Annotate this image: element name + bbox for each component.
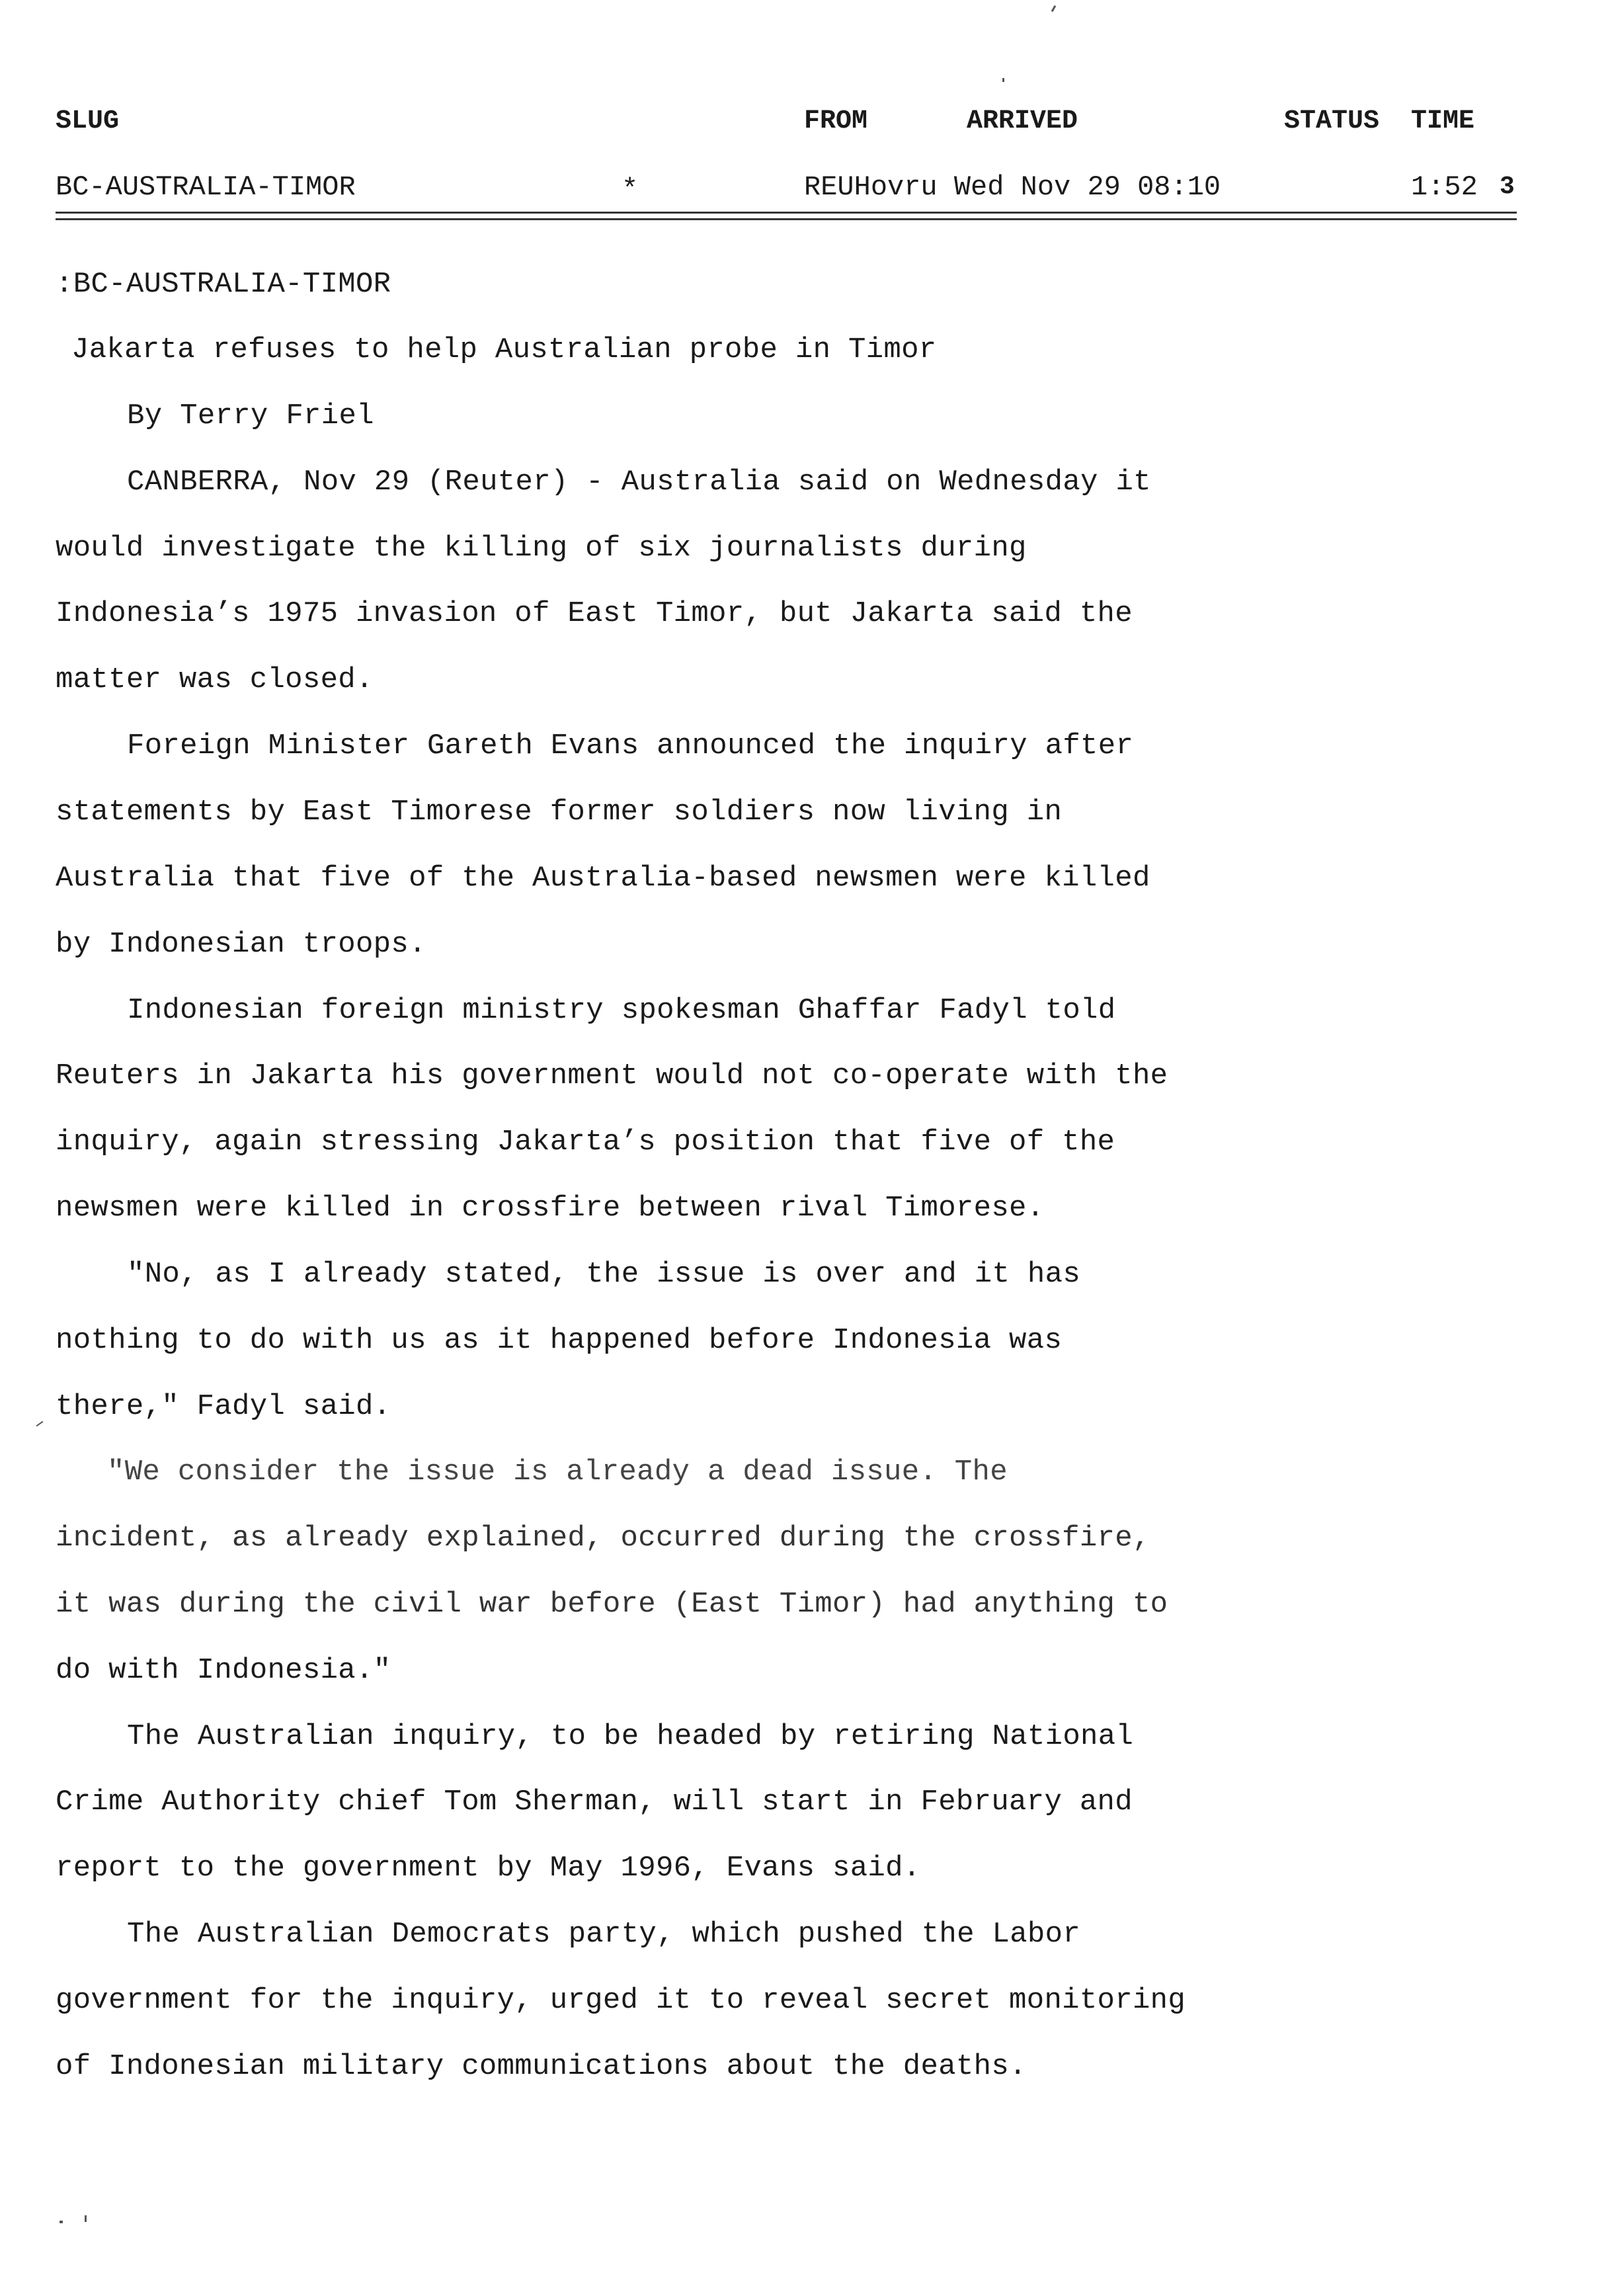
scan-speck bbox=[36, 1421, 44, 1427]
source-and-arrival: REUHovru Wed Nov 29 08:10 bbox=[804, 171, 1221, 203]
slug-column-label: SLUG bbox=[56, 106, 120, 136]
body-line: report to the government by May 1996, Evans said. bbox=[56, 1852, 921, 1885]
body-line: incident, as already explained, occurred during the crossfire, bbox=[56, 1522, 1150, 1555]
body-line: CANBERRA, Nov 29 (Reuter) - Australia said on Wednesday it bbox=[127, 466, 1151, 499]
body-line: matter was closed. bbox=[56, 663, 374, 696]
body-line: of Indonesian military communications about the deaths. bbox=[56, 2050, 1027, 2083]
body-line: Foreign Minister Gareth Evans announced the inquiry after bbox=[127, 729, 1134, 762]
status-column-label: STATUS bbox=[1284, 106, 1380, 136]
body-line: Reuters in Jakarta his government would not co-operate with the bbox=[56, 1059, 1168, 1092]
header-rule-bottom bbox=[56, 218, 1517, 220]
body-line: inquiry, again stressing Jakarta’s position that five of the bbox=[56, 1126, 1115, 1159]
body-line: newsmen were killed in crossfire between rival Timorese. bbox=[56, 1192, 1045, 1225]
page-number: 3 bbox=[1500, 173, 1515, 201]
headline: Jakarta refuses to help Australian probe in Timor bbox=[71, 333, 937, 366]
body-line: statements by East Timorese former soldiers now living in bbox=[56, 796, 1063, 829]
time-column-label: TIME bbox=[1411, 106, 1475, 136]
body-line: The Australian Democrats party, which pushed the Labor bbox=[127, 1918, 1081, 1951]
story-slug: BC-AUSTRALIA-TIMOR bbox=[56, 171, 356, 203]
body-line: "No, as I already stated, the issue is over and it has bbox=[127, 1258, 1081, 1291]
body-line: Indonesia’s 1975 invasion of East Timor, but Jakarta said the bbox=[56, 597, 1133, 630]
story-time: 1:52 bbox=[1411, 171, 1478, 203]
body-line: Crime Authority chief Tom Sherman, will start in February and bbox=[56, 1785, 1133, 1819]
byline: By Terry Friel bbox=[127, 399, 374, 432]
scan-speck bbox=[1002, 78, 1004, 82]
body-line: by Indonesian troops. bbox=[56, 928, 426, 961]
header-rule-top bbox=[56, 212, 1517, 214]
body-line: it was during the civil war before (East Timor) had anything to bbox=[56, 1588, 1168, 1621]
body-line: Indonesian foreign ministry spokesman Ghaffar Fadyl told bbox=[127, 994, 1116, 1027]
body-line: there," Fadyl said. bbox=[56, 1390, 391, 1423]
body-line: nothing to do with us as it happened before Indonesia was bbox=[56, 1324, 1063, 1357]
body-line: The Australian inquiry, to be headed by retiring National bbox=[127, 1720, 1134, 1753]
story-slug-line: :BC-AUSTRALIA-TIMOR bbox=[56, 268, 391, 301]
scan-speck bbox=[85, 2215, 87, 2222]
body-line: government for the inquiry, urged it to reveal secret monitoring bbox=[56, 1984, 1186, 2017]
body-line: "We consider the issue is already a dead issue. The bbox=[107, 1456, 1008, 1489]
arrived-column-label: ARRIVED bbox=[967, 106, 1078, 136]
scan-speck bbox=[1051, 5, 1057, 12]
scan-speck bbox=[60, 2221, 63, 2223]
from-column-label: FROM bbox=[804, 106, 868, 136]
body-line: would investigate the killing of six journalists during bbox=[56, 532, 1027, 565]
priority-flag: * bbox=[622, 174, 639, 206]
body-line: do with Indonesia." bbox=[56, 1654, 391, 1687]
body-line: Australia that five of the Australia-based newsmen were killed bbox=[56, 862, 1150, 895]
